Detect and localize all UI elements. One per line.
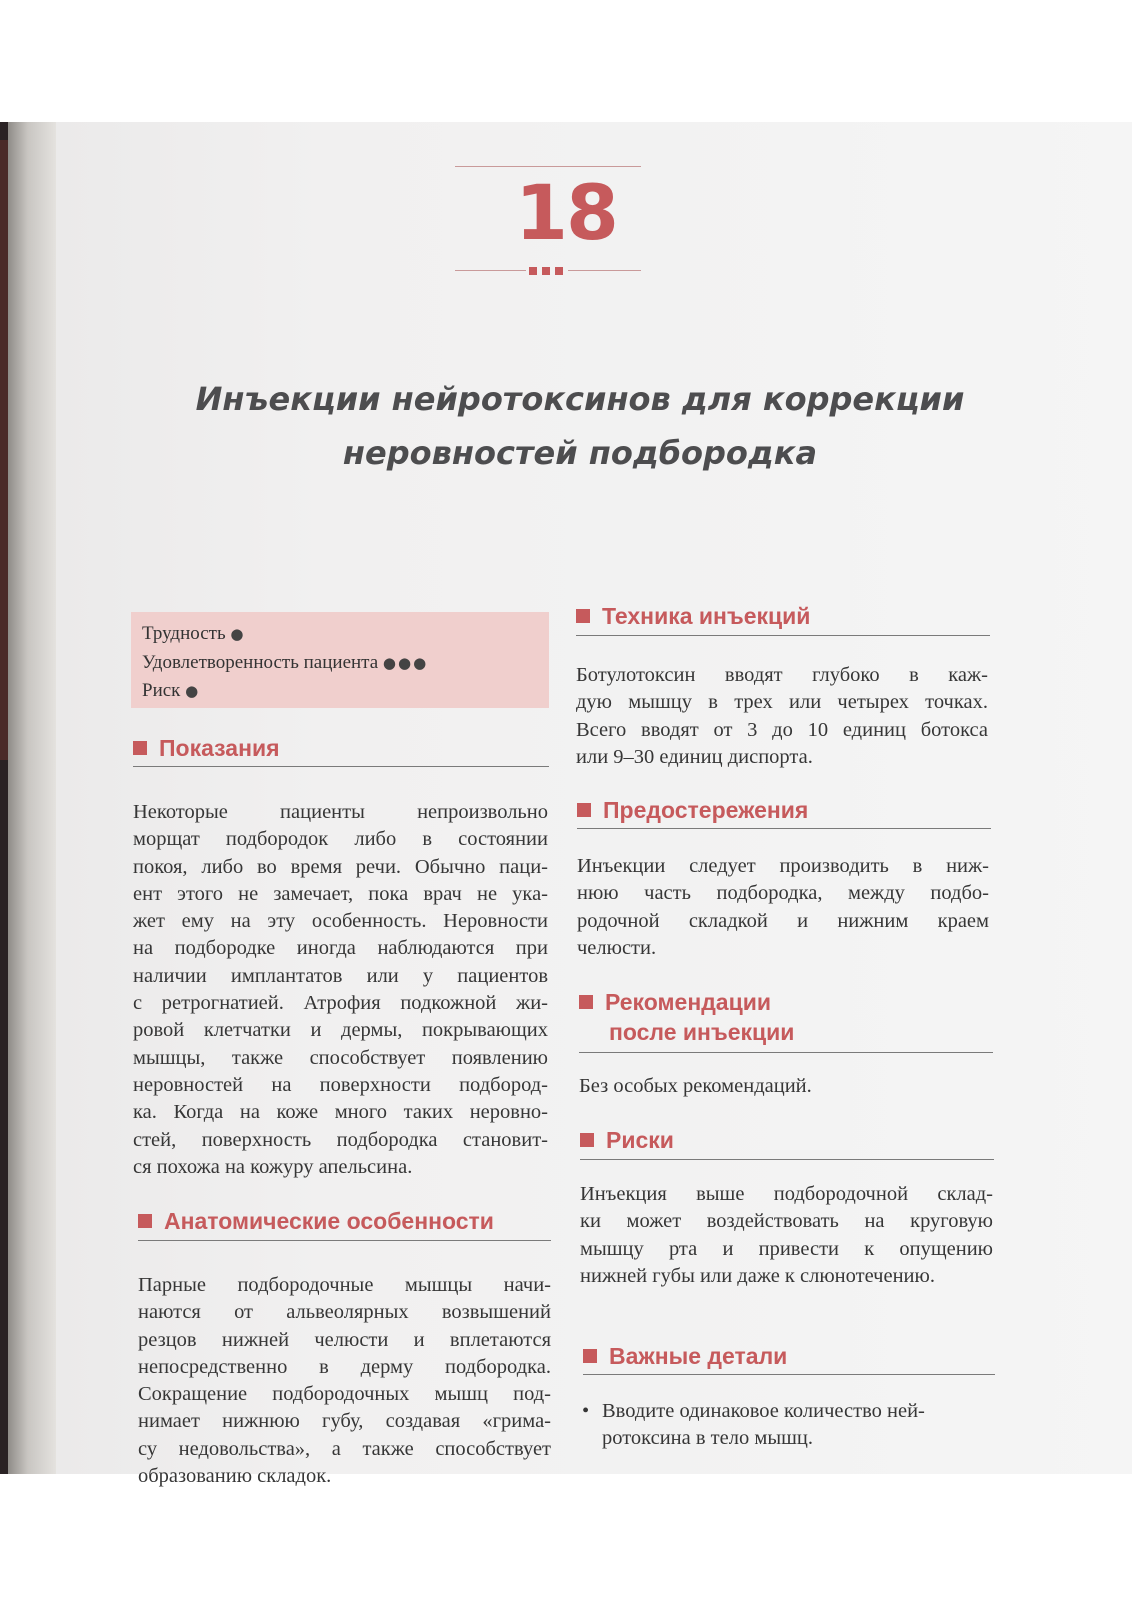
ratings-box [131,612,549,708]
heading-underline [133,766,549,767]
section-heading-technique [576,601,810,631]
section-heading-indications [133,733,280,763]
text-line: челюсти. [577,936,657,959]
heading-square-icon [138,1214,152,1228]
rating-label: Риск [142,680,181,701]
heading-text: Рекомендации [605,989,772,1015]
chapter-title-line: Инъекции нейротоксинов для коррекции [195,380,965,418]
heading-square-icon [576,609,590,623]
rating-label: Удовлетворенность пациента [142,651,379,673]
text-line: нюю часть подбородка, между подбо- [577,882,989,905]
heading-square-icon [577,803,591,817]
text-line: Инъекция выше подбородочной склад- [580,1183,993,1205]
text-line: Парные подбородочные мышцы начи- [138,1274,551,1296]
text-line: дую мышцу в трех или четырех точках. [576,691,988,714]
text-line: наличии имплантатов или у пациентов [133,964,548,987]
text-line: жет ему на эту особенность. Неровности [133,910,548,933]
text-line: ротоксина в тело мышц. [602,1427,813,1450]
chapter-marker-square [555,267,563,275]
section-heading-anatomy [138,1206,494,1236]
heading-text: Анатомические особенности [164,1208,494,1234]
text-line: Без особых рекомендаций. [579,1075,812,1097]
heading-square-icon [583,1349,597,1363]
heading-underline [138,1240,551,1241]
text-line: нимает нижнюю губу, создавая «грима- [138,1410,551,1433]
heading-line: после инъекции [609,1019,795,1045]
section-heading-risks [580,1125,674,1155]
warnings-paragraph [577,853,989,962]
text-line: родочной складкой и нижним краем [577,909,989,932]
chapter-number: 18 [515,168,617,257]
text-line: непосредственно в дерму подбородка. [138,1355,551,1378]
section-heading-details [583,1341,787,1371]
text-line: резцов нижней челюсти и вплетаются [138,1328,551,1351]
heading-underline [579,1052,993,1053]
bullet-dot: • [582,1400,590,1422]
chapter-title [130,372,1030,480]
chapter-marker-square [529,267,537,275]
chapter-marker-square [542,267,550,275]
rating-dots: ●●● [382,653,429,672]
text-line: Некоторые пациенты непроизвольно [133,801,548,823]
text-line: мышцы, также способствует появлению [133,1046,548,1069]
heading-text: Техника инъекций [602,603,811,629]
heading-line [579,987,794,1017]
heading-square-icon [133,741,147,755]
heading-underline [583,1374,995,1375]
chapter-title-line: неровностей подбородка [342,434,818,472]
anatomy-paragraph [138,1272,551,1490]
list-item [582,1398,992,1453]
indications-paragraph [133,799,548,1181]
text-line: ки может воздействовать на круговую [580,1210,993,1233]
text-line: с ретрогнатией. Атрофия подкожной жи- [133,992,548,1015]
text-line: ровой клетчатки и дермы, покрывающих [133,1019,548,1042]
text-line: стей, поверхность подбородка становит- [133,1128,548,1151]
aftercare-paragraph [579,1073,991,1100]
heading-text: Показания [159,735,280,761]
text-line: мышцу рта и привести к опущению [580,1237,993,1260]
rating-difficulty [142,620,538,649]
chapter-rule-top [455,166,641,167]
section-heading-warnings [577,795,808,825]
text-line: морщат подбородок либо в состоянии [133,828,548,851]
rating-dots: ● [230,625,246,643]
technique-paragraph [576,662,988,771]
rating-dots: ● [185,682,201,700]
page-gutter-shadow [8,122,58,1474]
chapter-rule-bottom-right [568,270,641,271]
heading-text: Важные детали [609,1343,788,1369]
text-line: ся похожа на кожуру апельсина. [133,1155,413,1178]
text-line: неровностей на поверхности подбород- [133,1073,548,1096]
text-line: Ботулотоксин вводят глубоко в каж- [576,664,988,686]
text-line: Всего вводят от 3 до 10 единиц ботокса [576,718,988,741]
text-line: или 9–30 единиц диспорта. [576,745,813,768]
risks-paragraph [580,1181,993,1290]
chapter-rule-bottom-left [455,270,526,271]
heading-underline [580,1159,994,1160]
text-line: нижней губы или даже к слюнотечению. [580,1264,935,1287]
text-line: су недовольства», а также способствует [138,1437,551,1460]
text-line: Инъекции следует производить в ниж- [577,855,989,877]
text-line: наются от альвеолярных возвышений [138,1301,551,1324]
text-line: на подбородке иногда наблюдаются при [133,937,548,960]
text-line: Вводите одинаковое количество ней- [602,1400,925,1422]
heading-underline [577,828,991,829]
heading-square-icon [580,1133,594,1147]
rating-label: Трудность [142,623,226,644]
text-line: ент этого не замечает, пока врач не ука- [133,882,548,905]
heading-square-icon [579,995,593,1009]
heading-text: Риски [606,1127,674,1153]
text-line: образованию складок. [138,1465,332,1488]
rating-risk [142,677,538,706]
text-line: ка. Когда на коже много таких неровно- [133,1101,548,1124]
heading-text: Предостережения [603,797,809,823]
rating-satisfaction [142,649,538,678]
section-heading-aftercare [579,987,794,1047]
text-line: покоя, либо во время речи. Обычно паци- [133,855,548,878]
text-line: Сокращение подбородочных мышц под- [138,1383,551,1406]
heading-underline [576,635,990,636]
